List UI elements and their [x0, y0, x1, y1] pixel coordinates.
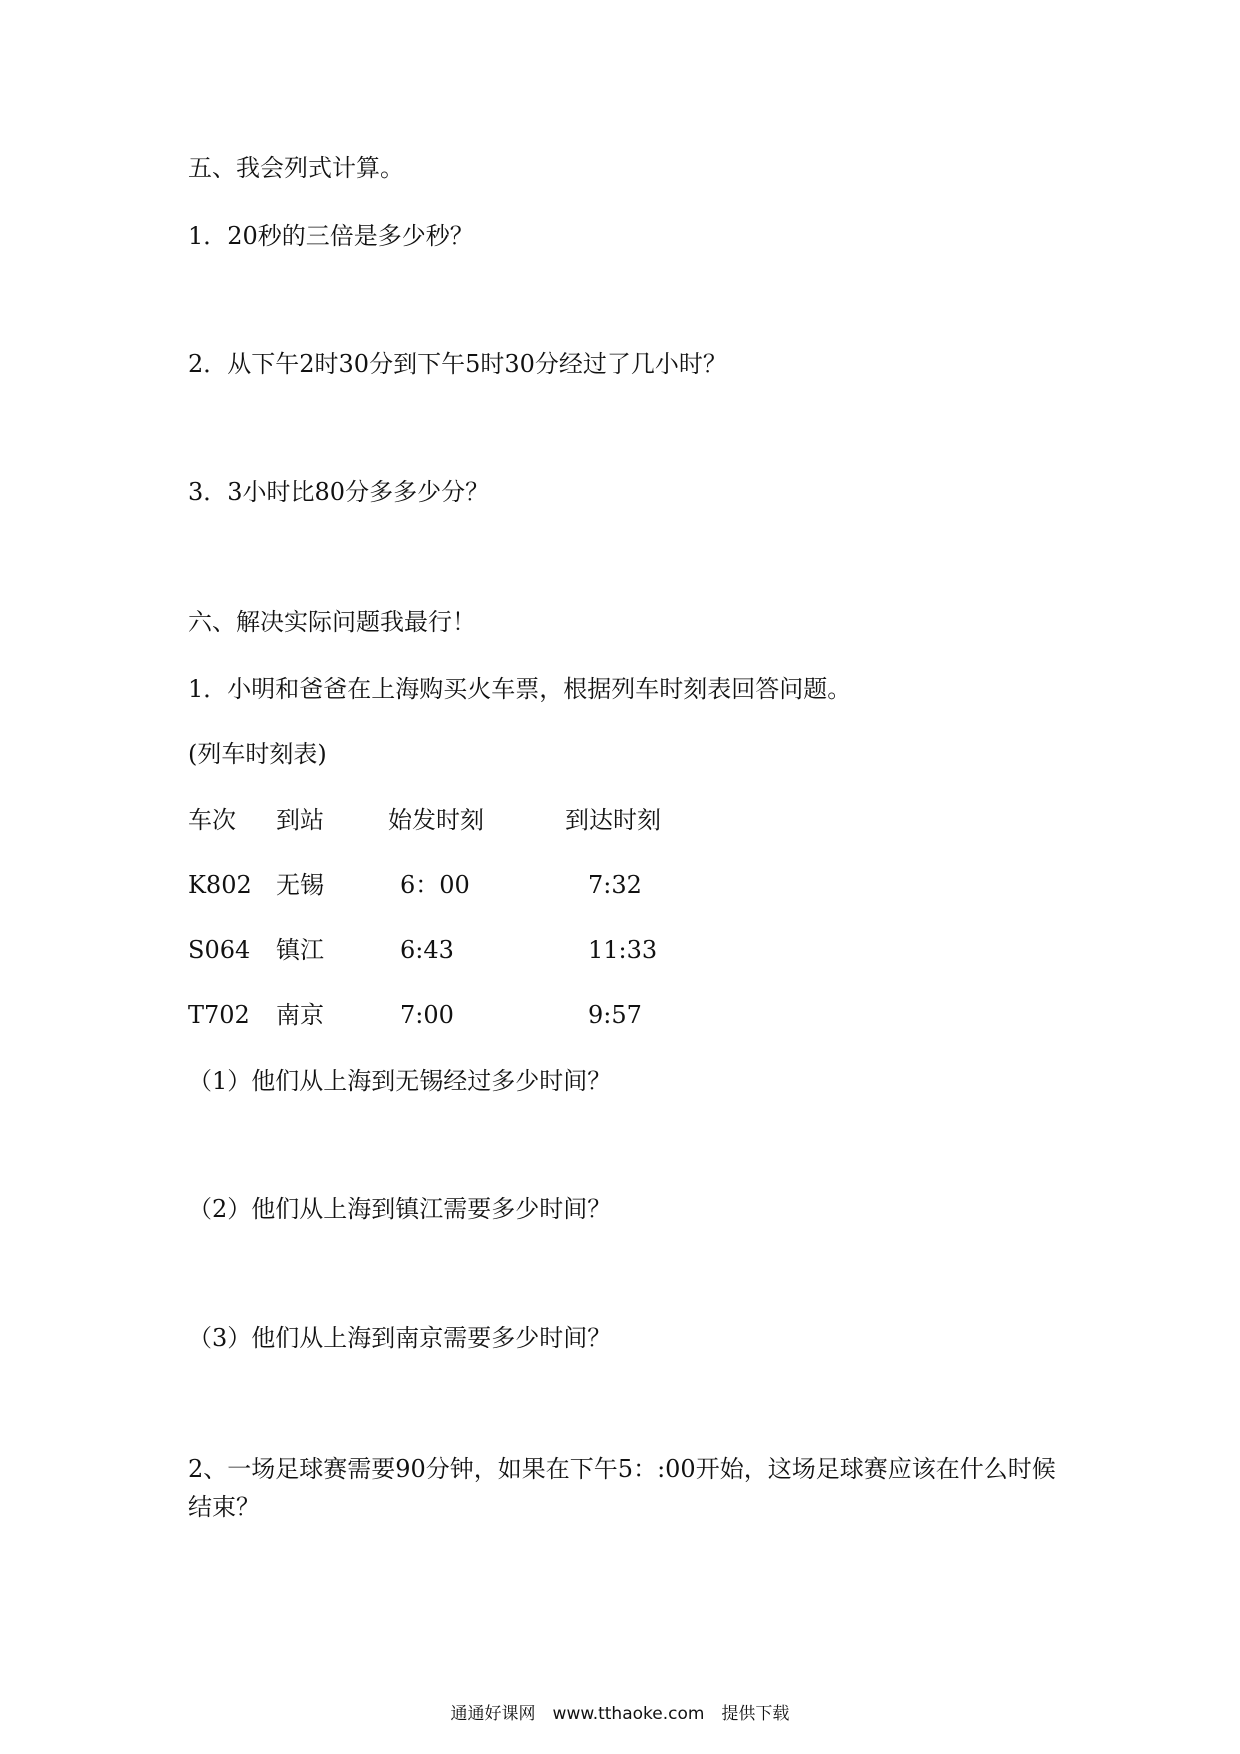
section5-question-2: 2．从下午2时30分到下午5时30分经过了几小时？	[188, 350, 727, 378]
row1-arrive: 7:32	[588, 871, 642, 899]
section6-question-2: 2、一场足球赛需要90分钟，如果在下午5：:00开始，这场足球赛应该在什么时候结束？	[188, 1455, 1056, 1521]
row3-arrive: 9:57	[588, 1001, 642, 1029]
section5-question-1: 1．20秒的三倍是多少秒？	[188, 222, 474, 250]
section5-heading: 五、我会列式计算。	[188, 154, 404, 182]
row3-depart: 7:00	[400, 1001, 454, 1029]
section6-q1-intro: 1．小明和爸爸在上海购买火车票，根据列车时刻表回答问题。	[188, 675, 852, 703]
row2-arrive: 11:33	[588, 936, 658, 964]
header-station: 到站	[276, 806, 324, 834]
row1-train: K802	[188, 871, 252, 899]
subquestion-2: （2）他们从上海到镇江需要多少时间？	[188, 1195, 612, 1223]
subquestion-1: （1）他们从上海到无锡经过多少时间？	[188, 1067, 612, 1095]
row3-station: 南京	[276, 1001, 324, 1029]
row2-depart: 6:43	[400, 936, 454, 964]
header-arrive: 到达时刻	[565, 806, 661, 834]
row2-train: S064	[188, 936, 251, 964]
row1-station: 无锡	[276, 871, 324, 899]
row3-train: T702	[188, 1001, 250, 1029]
section6-heading: 六、解决实际问题我最行！	[188, 608, 476, 636]
row1-depart: 6：00	[400, 871, 470, 899]
row2-station: 镇江	[276, 936, 324, 964]
timetable-title: (列车时刻表)	[188, 740, 327, 768]
header-train: 车次	[188, 806, 236, 834]
subquestion-3: （3）他们从上海到南京需要多少时间？	[188, 1324, 612, 1352]
section5-question-3: 3．3小时比80分多多少分？	[188, 478, 490, 506]
page-footer: 通通好课网 www.tthaoke.com 提供下载	[450, 1704, 790, 1724]
header-depart: 始发时刻	[388, 806, 484, 834]
